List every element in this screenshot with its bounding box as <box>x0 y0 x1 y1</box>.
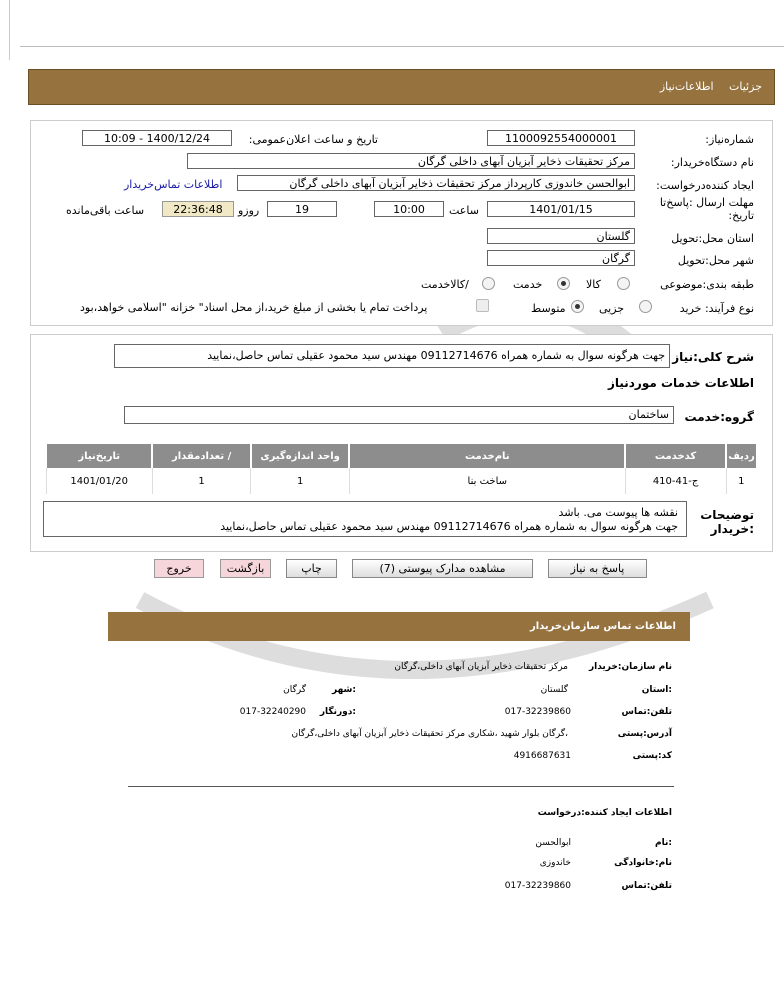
category-label: طبقه بندی:موضوعی <box>660 278 754 291</box>
contact-postal-value: 4916687631 <box>513 751 571 761</box>
view-attachments-button[interactable]: مشاهده مدارک پیوستی (7) <box>352 559 533 578</box>
category-option-service: خدمت <box>513 278 543 291</box>
col-quantity: / تعدادمقدار <box>152 444 251 468</box>
col-unit: واحد اندازه‌گیری <box>251 444 350 468</box>
cell-row-number: 1 <box>726 468 756 494</box>
buyer-notes-line-2: جهت هرگونه سوال به شماره همراه 09112714676 مهندس سید محمود عقیلی تماس حاصل،نمایید <box>220 520 678 533</box>
contact-fax-label: :دورنگار <box>319 707 356 717</box>
col-service-code: کدخدمت <box>625 444 726 468</box>
treasury-note: پرداخت تمام یا بخشی از مبلغ خرید،از محل اسناد" خزانه "اسلامی خواهد،بود <box>80 301 428 314</box>
buyer-notes-field[interactable] <box>43 501 687 537</box>
contact-fax-value: 017-32240290 <box>239 707 306 717</box>
contact-postal-label: کد:پستی <box>632 751 672 761</box>
cell-quantity: 1 <box>152 468 251 494</box>
table-header-row <box>46 444 756 468</box>
category-radio-goods[interactable] <box>617 277 630 290</box>
days-label: روزو <box>238 204 260 217</box>
cell-unit: 1 <box>251 468 350 494</box>
buyer-contact-bar <box>108 612 690 641</box>
contact-divider <box>128 786 674 787</box>
process-radio-minor[interactable] <box>639 300 652 313</box>
need-number-label: شماره‌نیاز: <box>705 133 754 146</box>
days-field[interactable]: 19 <box>267 201 337 217</box>
category-option-goods-service: /کالاخدمت <box>421 278 469 291</box>
services-title: اطلاعات خدمات موردنیاز <box>607 376 754 390</box>
cell-need-date: 1401/01/20 <box>46 468 152 494</box>
process-option-medium: متوسط <box>531 302 566 315</box>
creator-name-label: :نام <box>655 838 672 848</box>
need-number-field[interactable]: 1100092554000001 <box>487 130 635 146</box>
category-option-goods: کالا <box>586 278 601 291</box>
need-info-panel <box>30 120 773 326</box>
col-need-date: تاریخ‌نیاز <box>46 444 152 468</box>
general-description-label: شرح کلی:نیاز <box>672 350 754 364</box>
city-field[interactable]: گرگان <box>487 250 635 266</box>
process-radio-medium[interactable] <box>571 300 584 313</box>
remaining-time-label: ساعت باقی‌مانده <box>66 204 145 217</box>
top-divider <box>20 46 784 47</box>
services-table <box>45 444 756 494</box>
creator-label: ایجاد کننده‌درخواست: <box>656 179 754 192</box>
tab-need-info[interactable]: اطلاعات‌نیاز <box>659 80 714 93</box>
left-divider <box>9 0 10 60</box>
province-label: استان محل:تحویل <box>671 232 754 245</box>
buyer-org-field[interactable]: مرکز تحقیقات ذخایر آبزیان آبهای داخلی گرگان <box>187 153 635 169</box>
table-row <box>46 468 756 494</box>
cell-service-name: ساخت بنا <box>349 468 625 494</box>
category-radio-goods-service[interactable] <box>482 277 495 290</box>
province-field[interactable]: گلستان <box>487 228 635 244</box>
buyer-org-label: نام دستگاه‌خریدار: <box>670 156 754 169</box>
creator-family-label: نام:خانوادگی <box>614 858 672 868</box>
deadline-label: مهلت ارسال :پاسخ‌تا تاریخ: <box>659 196 754 222</box>
contact-city-value: گرگان <box>283 685 306 695</box>
buyer-notes-line-1: نقشه ها پیوست می. باشد <box>558 506 678 519</box>
col-row-number: ردیف <box>726 444 756 468</box>
col-service-name: نام‌خدمت <box>349 444 625 468</box>
contact-city-label: :شهر <box>332 685 356 695</box>
category-radio-service[interactable] <box>557 277 570 290</box>
header-bar <box>28 69 775 105</box>
buyer-notes-label: توضیحات :خریدار <box>700 508 754 536</box>
deadline-time-field[interactable]: 10:00 <box>374 201 444 217</box>
creator-field[interactable]: ابوالحسن خاندوزی کارپرداز مرکز تحقیقات ذخایر آبزیان آبهای داخلی گرگان <box>237 175 635 191</box>
process-option-minor: جزیی <box>599 302 625 315</box>
org-name-label: نام سازمان:خریدار <box>588 662 672 672</box>
announce-date-label: تاریخ و ساعت اعلان‌عمومی: <box>248 133 378 146</box>
service-group-label: گروه:خدمت <box>684 410 754 424</box>
creator-phone-value: 017-32239860 <box>504 881 571 891</box>
process-label: نوع فرآیند: خرید <box>679 302 754 315</box>
treasury-checkbox[interactable] <box>476 299 489 312</box>
contact-address-value: ،گرگان بلوار شهید ،شکاری مرکز تحقیقات ذخایر آبزیان آبهای داخلی،گرگان <box>291 729 568 739</box>
back-button[interactable]: بازگشت <box>220 559 271 578</box>
announce-date-field[interactable]: 1400/12/24 - 10:09 <box>82 130 232 146</box>
buyer-contact-link[interactable]: اطلاعات تماس‌خریدار <box>124 178 223 191</box>
creator-info-title: اطلاعات ایجاد کننده:درخواست <box>537 808 672 818</box>
service-group-field[interactable]: ساختمان <box>124 406 674 424</box>
remaining-time-field: 22:36:48 <box>162 201 234 217</box>
reply-button[interactable]: پاسخ به نیاز <box>548 559 647 578</box>
exit-button[interactable]: خروج <box>154 559 204 578</box>
contact-address-label: آدرس:پستی <box>617 729 672 739</box>
buyer-contact-title: اطلاعات تماس سازمان‌خریدار <box>529 621 676 632</box>
tab-details[interactable]: جزئیات <box>729 80 762 93</box>
creator-family-value: خاندوزی <box>539 858 571 868</box>
general-description-field[interactable]: جهت هرگونه سوال به شماره همراه 09112714676 مهندس سید محمود عقیلی تماس حاصل،نمایید <box>114 344 670 368</box>
creator-phone-label: تلفن:تماس <box>621 881 672 891</box>
contact-province-label: :استان <box>641 685 672 695</box>
deadline-time-label: ساعت <box>449 204 479 217</box>
print-button[interactable]: چاپ <box>286 559 337 578</box>
cell-service-code: ج-41-410 <box>625 468 726 494</box>
creator-name-value: ابوالحسن <box>535 838 571 848</box>
city-label: شهر محل:تحویل <box>677 254 754 267</box>
deadline-date-field[interactable]: 1401/01/15 <box>487 201 635 217</box>
contact-phone-label: تلفن:تماس <box>621 707 672 717</box>
org-name-value: مرکز تحقیقات ذخایر آبزیان آبهای داخلی،گرگان <box>394 662 568 672</box>
contact-province-value: گلستان <box>540 685 568 695</box>
contact-phone-value: 017-32239860 <box>504 707 571 717</box>
